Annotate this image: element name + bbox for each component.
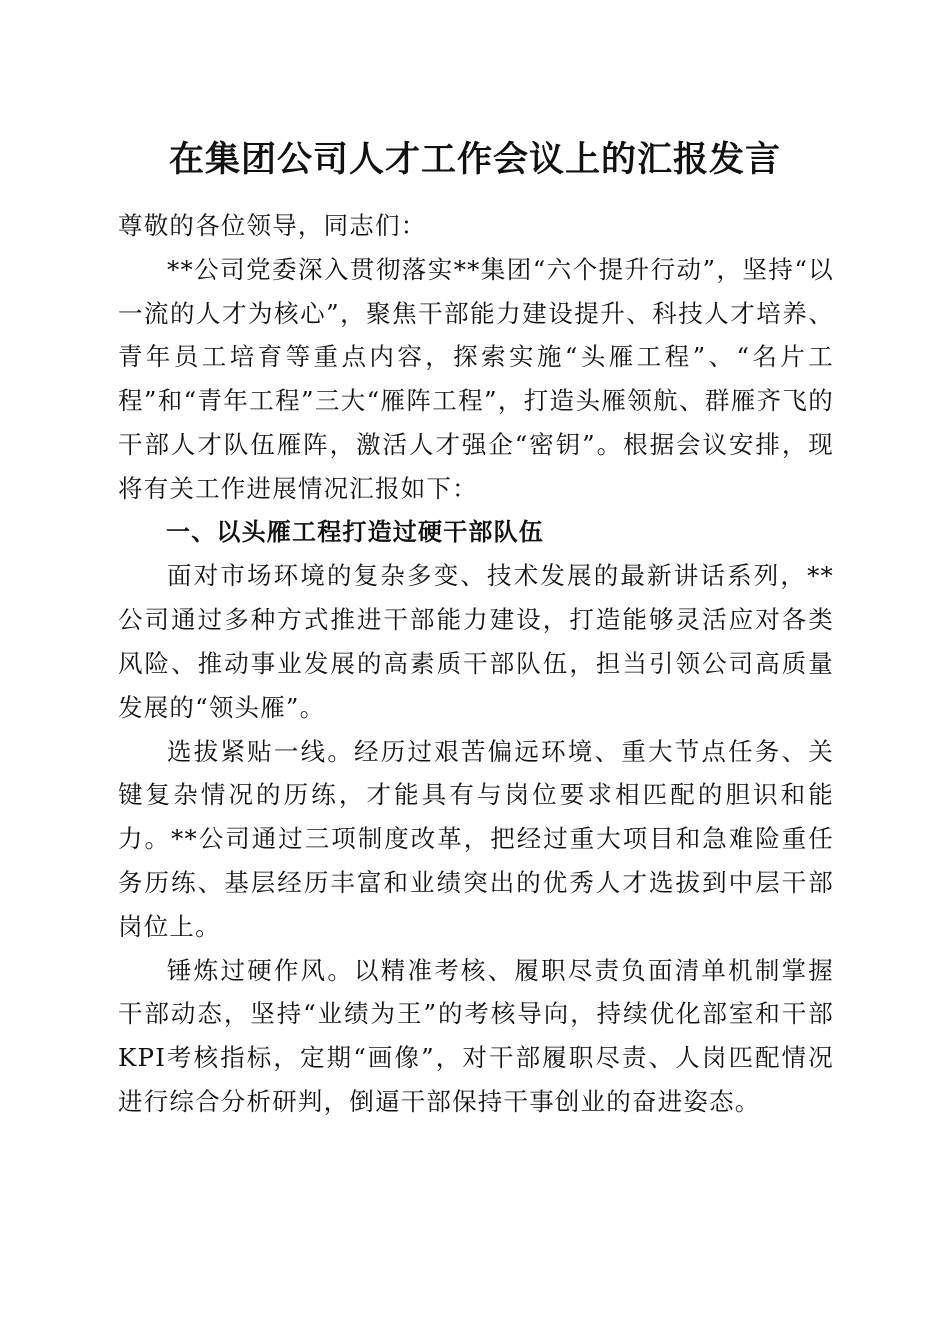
document-body (118, 204, 834, 1124)
section-1-paragraph-3: 锤炼过硬作风。以精准考核、履职尽责负面清单机制掌握干部动态，坚持“业绩为王”的考核导向，持续优化部室和干部KPI考核指标，定期“画像”，对干部履职尽责、人岗匹配情况进行综合分析研判，倒逼干部保持干事创业的奋进姿态。 (118, 955, 834, 1116)
section-heading-1: 一、以头雁工程打造过硬干部队伍 (166, 517, 544, 546)
document-title: 在集团公司人才工作会议上的汇报发言 (168, 139, 781, 180)
intro-paragraph: **公司党委深入贯彻落实**集团“六个提升行动”，坚持“以一流的人才为核心”，聚焦干部能力建设提升、科技人才培养、青年员工培育等重点内容，探索实施“头雁工程”、“名片工程”和“青年工程”三大“雁阵工程”，打造头雁领航、群雁齐飞的干部人才队伍雁阵，激活人才强企“密钥”。根据会议安排，现将有关工作进展情况汇报如下： (118, 254, 834, 503)
salutation: 尊敬的各位领导，同志们： (118, 211, 427, 240)
section-1-paragraph-2: 选拔紧贴一线。经历过艰苦偏远环境、重大节点任务、关键复杂情况的历练，才能具有与岗位要求相匹配的胆识和能力。**公司通过三项制度改革，把经过重大项目和急难险重任务历练、基层经历丰富和业绩突出的优秀人才选拔到中层干部岗位上。 (118, 736, 834, 941)
section-1-paragraph-1: 面对市场环境的复杂多变、技术发展的最新讲话系列，**公司通过多种方式推进干部能力建设，打造能够灵活应对各类风险、推动事业发展的高素质干部队伍，担当引领公司高质量发展的“领头雁”。 (118, 561, 834, 722)
